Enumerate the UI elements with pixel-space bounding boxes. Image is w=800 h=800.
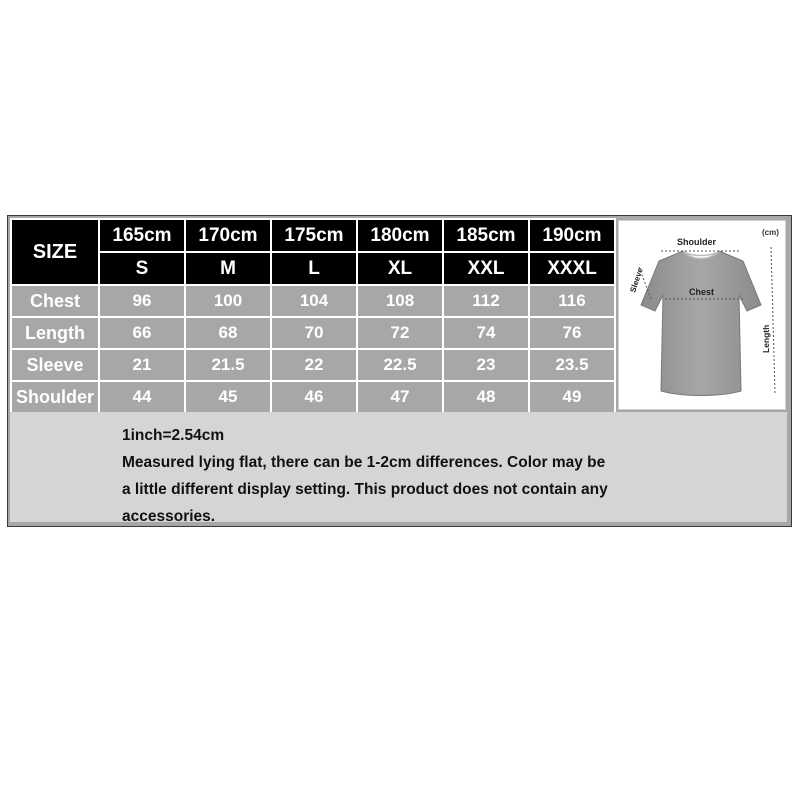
row-label-length: Length <box>11 317 99 349</box>
shoulder-label: Shoulder <box>677 237 717 247</box>
size-cell: XL <box>357 252 443 285</box>
tshirt-measurement-diagram <box>618 220 786 410</box>
table-cell: 48 <box>443 381 529 413</box>
table-cell: 112 <box>443 285 529 317</box>
notes-panel <box>10 412 787 525</box>
size-chart <box>7 215 792 527</box>
table-cell: 46 <box>271 381 357 413</box>
disclaimer-line: Measured lying flat, there can be 1-2cm differences. Color may be <box>122 454 606 471</box>
row-label-sleeve: Sleeve <box>11 349 99 381</box>
table-cell: 74 <box>443 317 529 349</box>
length-label: Length <box>761 324 771 353</box>
unit-label: (cm) <box>762 228 779 237</box>
table-cell: 23.5 <box>529 349 615 381</box>
table-cell: 49 <box>529 381 615 413</box>
size-cell: XXXL <box>529 252 615 285</box>
table-cell: 47 <box>357 381 443 413</box>
sleeve-label: Sleeve <box>628 266 645 294</box>
size-cell: L <box>271 252 357 285</box>
disclaimer-line: a little different display setting. This product does not contain any <box>122 481 608 498</box>
size-cell: XXL <box>443 252 529 285</box>
table-row <box>11 381 615 413</box>
size-cell: M <box>185 252 271 285</box>
height-cell: 180cm <box>357 219 443 252</box>
table-cell: 104 <box>271 285 357 317</box>
table-cell: 21 <box>99 349 185 381</box>
table-row <box>11 317 615 349</box>
table-cell: 70 <box>271 317 357 349</box>
table-row <box>11 285 615 317</box>
table-cell: 72 <box>357 317 443 349</box>
table-cell: 66 <box>99 317 185 349</box>
chest-label: Chest <box>689 287 715 297</box>
tshirt-icon <box>619 221 785 409</box>
table-cell: 76 <box>529 317 615 349</box>
conversion-note: 1inch=2.54cm <box>122 427 225 444</box>
table-cell: 116 <box>529 285 615 317</box>
height-cell: 190cm <box>529 219 615 252</box>
row-label-shoulder: Shoulder <box>11 381 99 413</box>
row-label-chest: Chest <box>11 285 99 317</box>
table-cell: 96 <box>99 285 185 317</box>
table-cell: 108 <box>357 285 443 317</box>
size-header: SIZE <box>11 219 99 285</box>
table-cell: 22 <box>271 349 357 381</box>
table-cell: 100 <box>185 285 271 317</box>
height-cell: 165cm <box>99 219 185 252</box>
table-cell: 21.5 <box>185 349 271 381</box>
size-table <box>10 218 616 414</box>
size-row <box>11 252 615 285</box>
table-row <box>11 349 615 381</box>
table-cell: 44 <box>99 381 185 413</box>
height-cell: 175cm <box>271 219 357 252</box>
disclaimer-line: accessories. <box>122 508 216 525</box>
table-cell: 22.5 <box>357 349 443 381</box>
height-row <box>11 219 615 252</box>
size-cell: S <box>99 252 185 285</box>
height-cell: 170cm <box>185 219 271 252</box>
height-cell: 185cm <box>443 219 529 252</box>
table-cell: 68 <box>185 317 271 349</box>
length-measure-line <box>771 247 775 393</box>
table-cell: 45 <box>185 381 271 413</box>
tshirt-shape <box>641 251 761 396</box>
table-cell: 23 <box>443 349 529 381</box>
